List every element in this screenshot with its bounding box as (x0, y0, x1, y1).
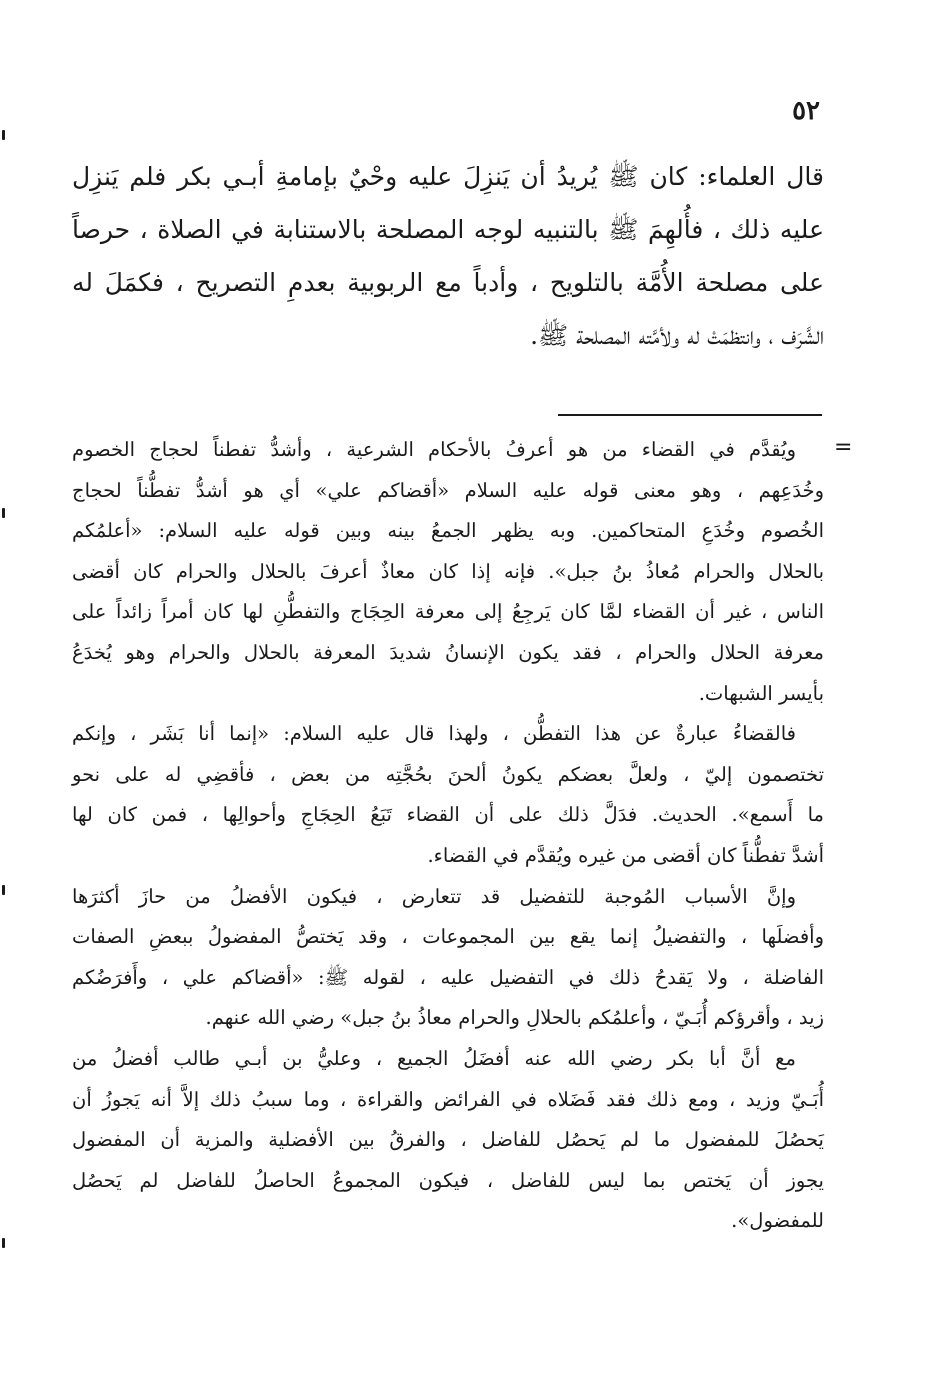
footnote-line: تختصمون إليّ ، ولعلَّ بعضكم يكونُ ألحنَ بحُجَّتِه من بعض ، فأقضِي له على نحو (72, 762, 824, 786)
footnote-line: مع أنَّ أبا بكر رضي الله عنه أفضَلُ الجميع ، وعليُّ بن أبـي طالب أفضلُ من (72, 1046, 796, 1070)
footnote-line: وخُدَعِهم ، وهو معنى قوله عليه السلام «أقضاكم علي» أي هو أشدُّ تفطُّناً لحجاج (72, 478, 824, 502)
footnote-line: فالقضاءُ عبارةٌ عن هذا التفطُّن ، ولهذا قال عليه السلام: «إنما أنا بَشَر ، وإنكم (72, 722, 796, 746)
footnote-line: أشدَّ تفطُّناً كان أقضى من غيره ويُقدَّم في القضاء. (427, 843, 824, 867)
footnote-line: يَحصُلَ للمفضول ما لم يَحصُل للفاضل ، والفرقُ بين الأفضلية والمزية أن المفضول (72, 1128, 824, 1152)
footnotes-block (72, 430, 824, 1242)
main-text-line: على مصلحة الأُمَّة بالتلويح ، وأدباً مع الربوبية بعدمِ التصريح ، فكمَلَ له (72, 268, 824, 297)
scan-margin-mark (2, 1238, 5, 1248)
footnote-line: الخُصوم وخُدَعِ المتحاكمين. وبه يظهر الجمعُ بينه وبين قوله عليه السلام: «أعلمُكم (72, 519, 824, 543)
footnote-line: الفاضلة ، ولا يَقدحُ ذلك في التفضيل عليه ، لقوله ﷺ: «أقضاكم علي ، وأَفرَضُكم (72, 965, 824, 989)
footnote-line: بالحلال والحرام مُعاذُ بنُ جبل». فإنه إذا كان معاذٌ أعرفَ بالحلال والحرام كان أقضى (72, 559, 824, 583)
footnote-line: يجوز أن يَختص بما ليس للفاضل ، فيكون المجموعُ الحاصلُ للفاضل لم يَحصُل (72, 1168, 824, 1192)
footnote-continuation-mark: = (834, 435, 853, 460)
scan-margin-mark (2, 130, 5, 140)
page-number: ٥٢ (792, 96, 820, 126)
footnote-line: الناس ، غير أن القضاء لمَّا كان يَرجِعُ إلى معرفة الحِجَاج والتفطُّنِ لها كان أمراً زائداً على (72, 600, 824, 624)
footnote-line: ما أَسمع». الحديث. فدَلَّ ذلك على أن القضاء تَبَعُ الحِجَاجِ وأحوالِها ، فمن كان لها (72, 803, 824, 827)
footnote-separator-rule (558, 414, 822, 416)
footnote-line: بأيسر الشبهات. (698, 681, 824, 705)
scan-margin-mark (2, 508, 5, 518)
footnote-line: وأفضلَها ، والتفضيلُ إنما يقع بين المجموعات ، وقد يَختصُّ المفضولُ ببعضِ الصفات (72, 925, 824, 949)
footnote-line: زيد ، وأقرؤكم أُبَـيّ ، وأعلمُكم بالحلالِ والحرام معاذُ بنُ جبل» رضي الله عنهم. (205, 1006, 824, 1030)
footnote-line: معرفة الحلال والحرام ، فقد يكون الإنسانُ شديدَ المعرفة بالحلال والحرام وهو يُخدَعُ (72, 640, 824, 664)
main-text-line: قال العلماء: كان ﷺ يُريدُ أن يَنزِلَ عليه وحْيٌ بإمامةِ أبـي بكر فلم يَنزِل (72, 162, 824, 191)
footnote-line: ويُقدَّم في القضاء من هو أعرفُ بالأحكام الشرعية ، وأشدُّ تفطناً لحجاج الخصوم (72, 438, 796, 461)
footnote-paragraph (72, 1039, 824, 1242)
footnote-line: للمفضول». (731, 1209, 824, 1233)
main-text-block (72, 150, 824, 362)
main-text-line: عليه ذلك ، فأُلهِمَ ﷺ بالتنبيه لوجه المصلحة بالاستنابة في الصلاة ، حرصاً (72, 215, 824, 244)
footnote-line: أُبَـيّ وزيد ، ومع ذلك فقد فَضَلاه في الفرائض والقراءة ، وما سببُ ذلك إلاَّ أنه يَجوزُ أن (72, 1087, 824, 1111)
footnote-paragraph (72, 877, 824, 1039)
scan-margin-mark (2, 885, 5, 895)
main-text-line: الشَّرَف ، وانتظمَتْ له ولأمَّته المصلحة ﷺ. (530, 321, 824, 350)
footnote-paragraph (72, 714, 824, 876)
footnote-line: وإنَّ الأسباب المُوجبة للتفضيل قد تتعارض ، فيكون الأفضلُ من حازَ أكثرَها (72, 884, 796, 908)
footnote-paragraph (72, 430, 824, 714)
